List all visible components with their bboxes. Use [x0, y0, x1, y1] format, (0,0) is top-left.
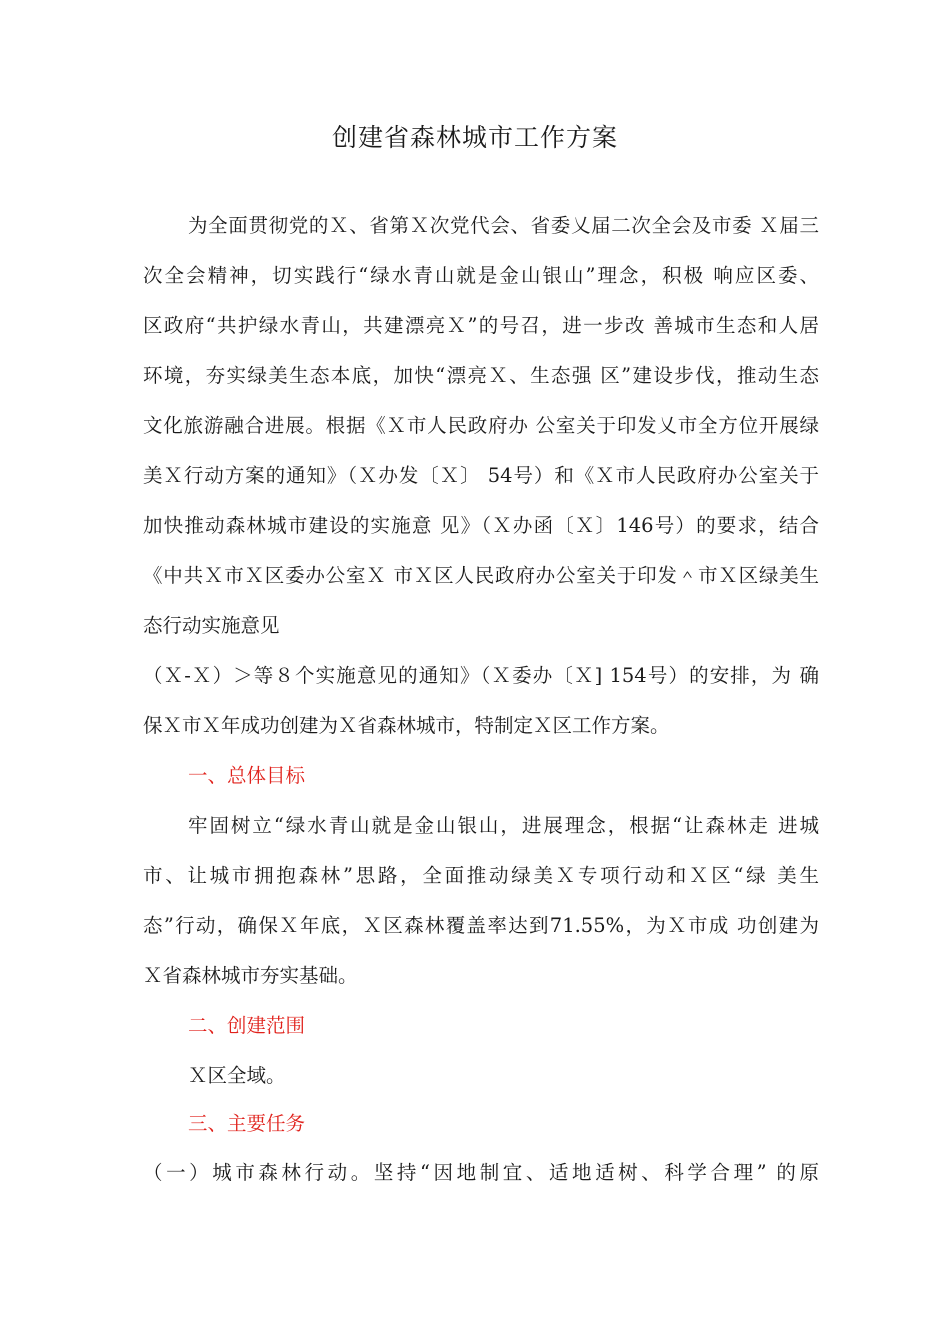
paragraph-line: Ｘ省森林城市夯实基础。 — [143, 964, 358, 987]
paragraph-line: 文化旅游融合进展。根据《Ｘ市人民政府办 公室关于印发乂市全方位开展绿 — [143, 414, 819, 437]
paragraph-line: Ｘ区全域。 — [188, 1064, 286, 1087]
section-heading-goals: 一、总体目标 — [188, 764, 306, 787]
paragraph-line: 保Ｘ市Ｘ年成功创建为Ｘ省森林城市，特制定Ｘ区工作方案。 — [143, 714, 670, 737]
paragraph-line: （Ｘ-Ｘ）＞等８个实施意见的通知》（Ｘ委办〔Ｘ] 154号）的安排，为 确 — [143, 664, 819, 687]
page-title: 创建省森林城市工作方案 — [331, 123, 618, 152]
paragraph-line: 环境，夯实绿美生态本底，加快“漂亮Ｘ、生态强 区”建设步伐，推动生态 — [143, 364, 819, 387]
paragraph-line: 区政府“共护绿水青山，共建漂亮Ｘ”的号召，进一步改 善城市生态和人居 — [143, 314, 819, 337]
paragraph-line: 美Ｘ行动方案的通知》（Ｘ办发〔Ｘ〕 54号）和《Ｘ市人民政府办公室关于 — [143, 464, 819, 487]
paragraph-line: （一）城市森林行动。坚持“因地制宜、适地适树、科学合理” 的原 — [143, 1161, 819, 1184]
paragraph-line: 为全面贯彻党的Ｘ、省第Ｘ次党代会、省委乂届二次全会及市委 Ｘ届三 — [188, 214, 819, 237]
paragraph-line: 态行动实施意见 — [143, 614, 280, 637]
paragraph-line: 加快推动森林城市建设的实施意 见》（Ｘ办函〔Ｘ〕146号）的要求，结合 — [143, 514, 819, 537]
paragraph-line: 态”行动，确保Ｘ年底，Ｘ区森林覆盖率达到71.55%，为Ｘ市成 功创建为 — [143, 914, 819, 937]
paragraph-line: 市、让城市拥抱森林”思路，全面推动绿美Ｘ专项行动和Ｘ区“绿 美生 — [143, 864, 819, 887]
paragraph-line: 牢固树立“绿水青山就是金山银山，进展理念，根据“让森林走 进城 — [188, 814, 819, 837]
paragraph-line: 《中共Ｘ市Ｘ区委办公室Ｘ 市Ｘ区人民政府办公室关于印发＾市Ｘ区绿美生 — [143, 564, 819, 587]
section-heading-scope: 二、创建范围 — [188, 1014, 306, 1037]
paragraph-line: 次全会精神，切实践行“绿水青山就是金山银山”理念，积极 响应区委、 — [143, 264, 819, 287]
section-heading-tasks: 三、主要任务 — [188, 1112, 306, 1135]
